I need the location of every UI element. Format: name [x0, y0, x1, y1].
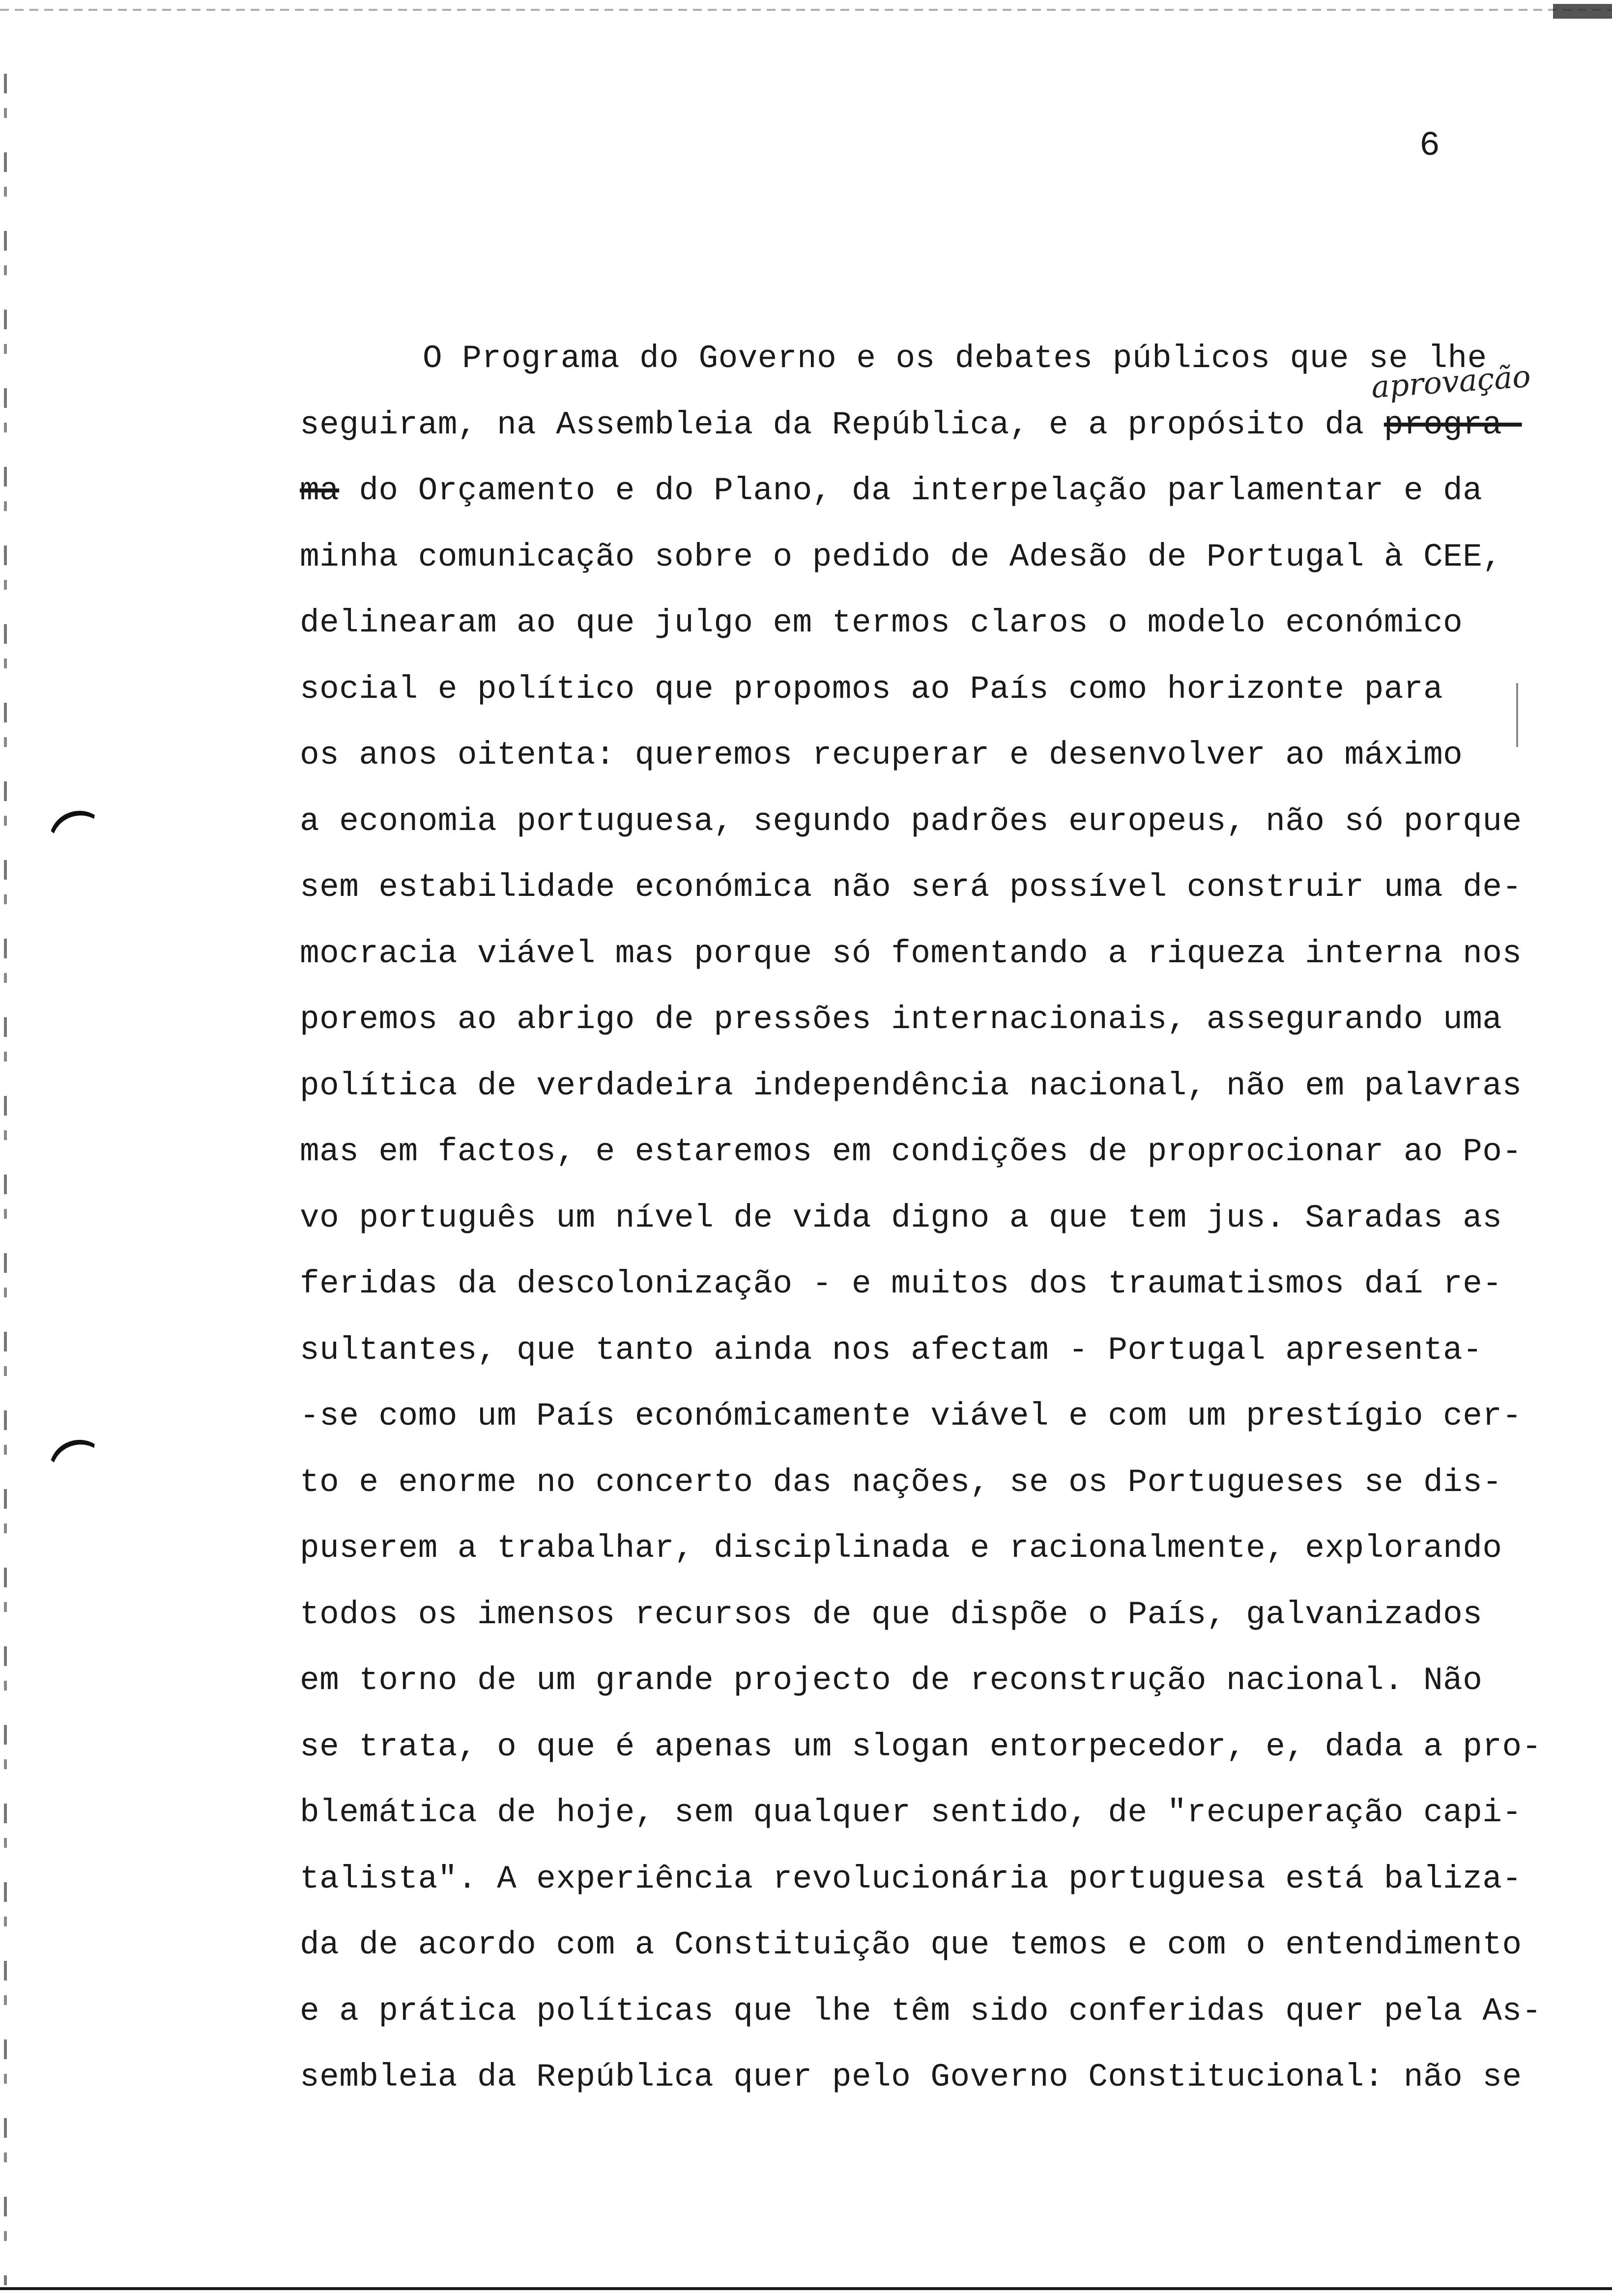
handwritten-annotation: aprovação: [1370, 358, 1532, 405]
text-line: sem estabilidade económica não será possível construir uma de-: [300, 869, 1522, 906]
text-line: blemática de hoje, sem qualquer sentido, de "recuperação capi-: [300, 1794, 1522, 1831]
scan-corner-mark: [1553, 4, 1612, 19]
punch-hole-lower: [41, 1432, 117, 1507]
struck-out-text: progra-: [1383, 406, 1522, 443]
text-line: mocracia viável mas porque só fomentando a riqueza interna nos: [300, 935, 1522, 972]
text-line: e a prática políticas que lhe têm sido conferidas quer pela As-: [300, 1992, 1542, 2030]
text-line: social e político que propomos ao País como horizonte para: [300, 670, 1443, 708]
text-line: os anos oitenta: queremos recuperar e desenvolver ao máximo: [300, 737, 1463, 774]
scan-edge-top: [0, 9, 1612, 11]
text-line: todos os imensos recursos de que dispõe o País, galvanizados: [300, 1596, 1483, 1633]
text-line: minha comunicação sobre o pedido de Adesão de Portugal à CEE,: [300, 538, 1502, 575]
text-line: feridas da descolonização - e muitos dos traumatismos daí re-: [300, 1265, 1502, 1302]
text-line: sembleia da República quer pelo Governo Constitucional: não se: [300, 2059, 1522, 2095]
text-line: talista". A experiência revolucionária portuguesa está baliza-: [300, 1860, 1522, 1897]
text-line-content: seguiram, na Assembleia da República, e a propósito da: [300, 406, 1364, 443]
scan-edge-bottom: [0, 2287, 1612, 2290]
text-line: mas em factos, e estaremos em condições de proprocionar ao Po-: [300, 1133, 1522, 1170]
text-line: se trata, o que é apenas um slogan entorpecedor, e, dada a pro-: [300, 1728, 1542, 1765]
text-line: poremos ao abrigo de pressões internacionais, assegurando uma: [300, 1001, 1502, 1038]
text-line: vo português um nível de vida digno a que tem jus. Saradas as: [300, 1199, 1502, 1236]
text-line: [300, 471, 1558, 538]
body-text: [300, 339, 1558, 2124]
text-line: da de acordo com a Constituição que temos e com o entendimento: [300, 1926, 1522, 1963]
scan-edge-left: [4, 74, 7, 2285]
text-line: puserem a trabalhar, disciplinada e racionalmente, explorando: [300, 1530, 1502, 1567]
text-line: política de verdadeira independência nacional, não em palavras: [300, 1067, 1522, 1104]
page-number: 6: [1419, 127, 1440, 166]
text-line: [300, 405, 1558, 472]
text-line: sultantes, que tanto ainda nos afectam - Portugal apresenta-: [300, 1331, 1483, 1369]
punch-hole-upper: [41, 803, 117, 878]
text-line: em torno de um grande projecto de reconstrução nacional. Não: [300, 1662, 1483, 1699]
text-line-content: do Orçamento e do Plano, da interpelação parlamentar e da: [359, 472, 1483, 509]
text-line: to e enorme no concerto das nações, se os Portugueses se dis-: [300, 1464, 1502, 1501]
struck-out-text: ma: [300, 472, 340, 509]
text-line: a economia portuguesa, segundo padrões europeus, não só porque: [300, 803, 1522, 840]
text-line: delinearam ao que julgo em termos claros o modelo económico: [300, 604, 1463, 641]
text-line: O Programa do Governo e os debates públicos que se lhe: [423, 340, 1487, 377]
text-line: -se como um País económicamente viável e com um prestígio cer-: [300, 1398, 1522, 1435]
